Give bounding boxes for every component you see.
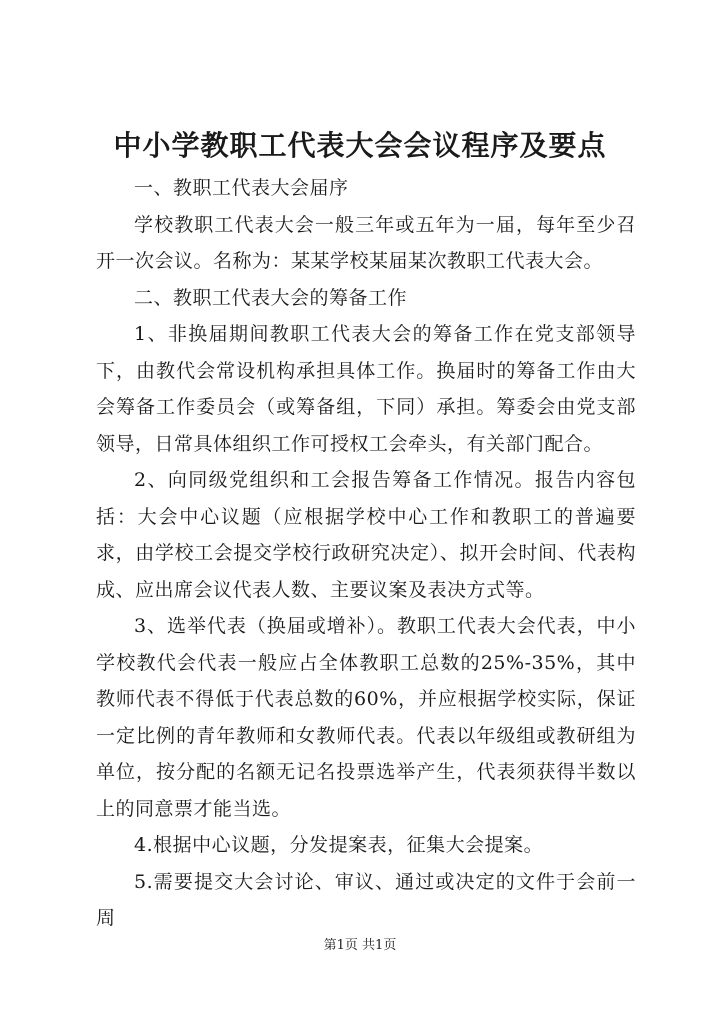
section-heading-2: 二、教职工代表大会的筹备工作 — [134, 286, 408, 309]
page-footer: 第1页 共1页 — [323, 938, 397, 953]
paragraph-item-5: 5.需要提交大会讨论、审议、通过或决定的文件于会前一周 — [96, 870, 636, 929]
paragraph-item-4: 4.根据中心议题，分发提案表，征集大会提案。 — [134, 834, 544, 856]
paragraph-item-2: 2、向同级党组织和工会报告筹备工作情况。报告内容包括：大会中心议题（应根据学校中心工作和教职工的普遍要求，由学校工会提交学校行政研究决定）、拟开会时间、代表构成、应出席会议代表人数、主要议案及表决方式等。 — [96, 469, 636, 601]
paragraph-term: 学校教职工代表大会一般三年或五年为一届，每年至少召开一次会议。名称为：某某学校某届某次教职工代表大会。 — [96, 213, 636, 272]
paragraph-item-3: 3、选举代表（换届或增补）。教职工代表大会代表，中小学校教代会代表一般应占全体教职工总数的25%-35%，其中教师代表不得低于代表总数的60%，并应根据学校实际，保证一定比例的青年教师和女教师代表。代表以年级组或教研组为单位，按分配的名额无记名投票选举产生，代表须获得半数以上的同意票才能当选。 — [96, 615, 636, 820]
section-heading-1: 一、教职工代表大会届序 — [134, 177, 349, 199]
page-title: 中小学教职工代表大会会议程序及要点 — [113, 129, 607, 162]
document-body — [96, 170, 636, 937]
paragraph-item-1: 1、非换届期间教职工代表大会的筹备工作在党支部领导下，由教代会常设机构承担具体工作。换届时的筹备工作由大会筹备工作委员会（或筹备组，下同）承担。筹委会由党支部领导，日常具体组织工作可授权工会牵头，有关部门配合。 — [96, 323, 636, 455]
